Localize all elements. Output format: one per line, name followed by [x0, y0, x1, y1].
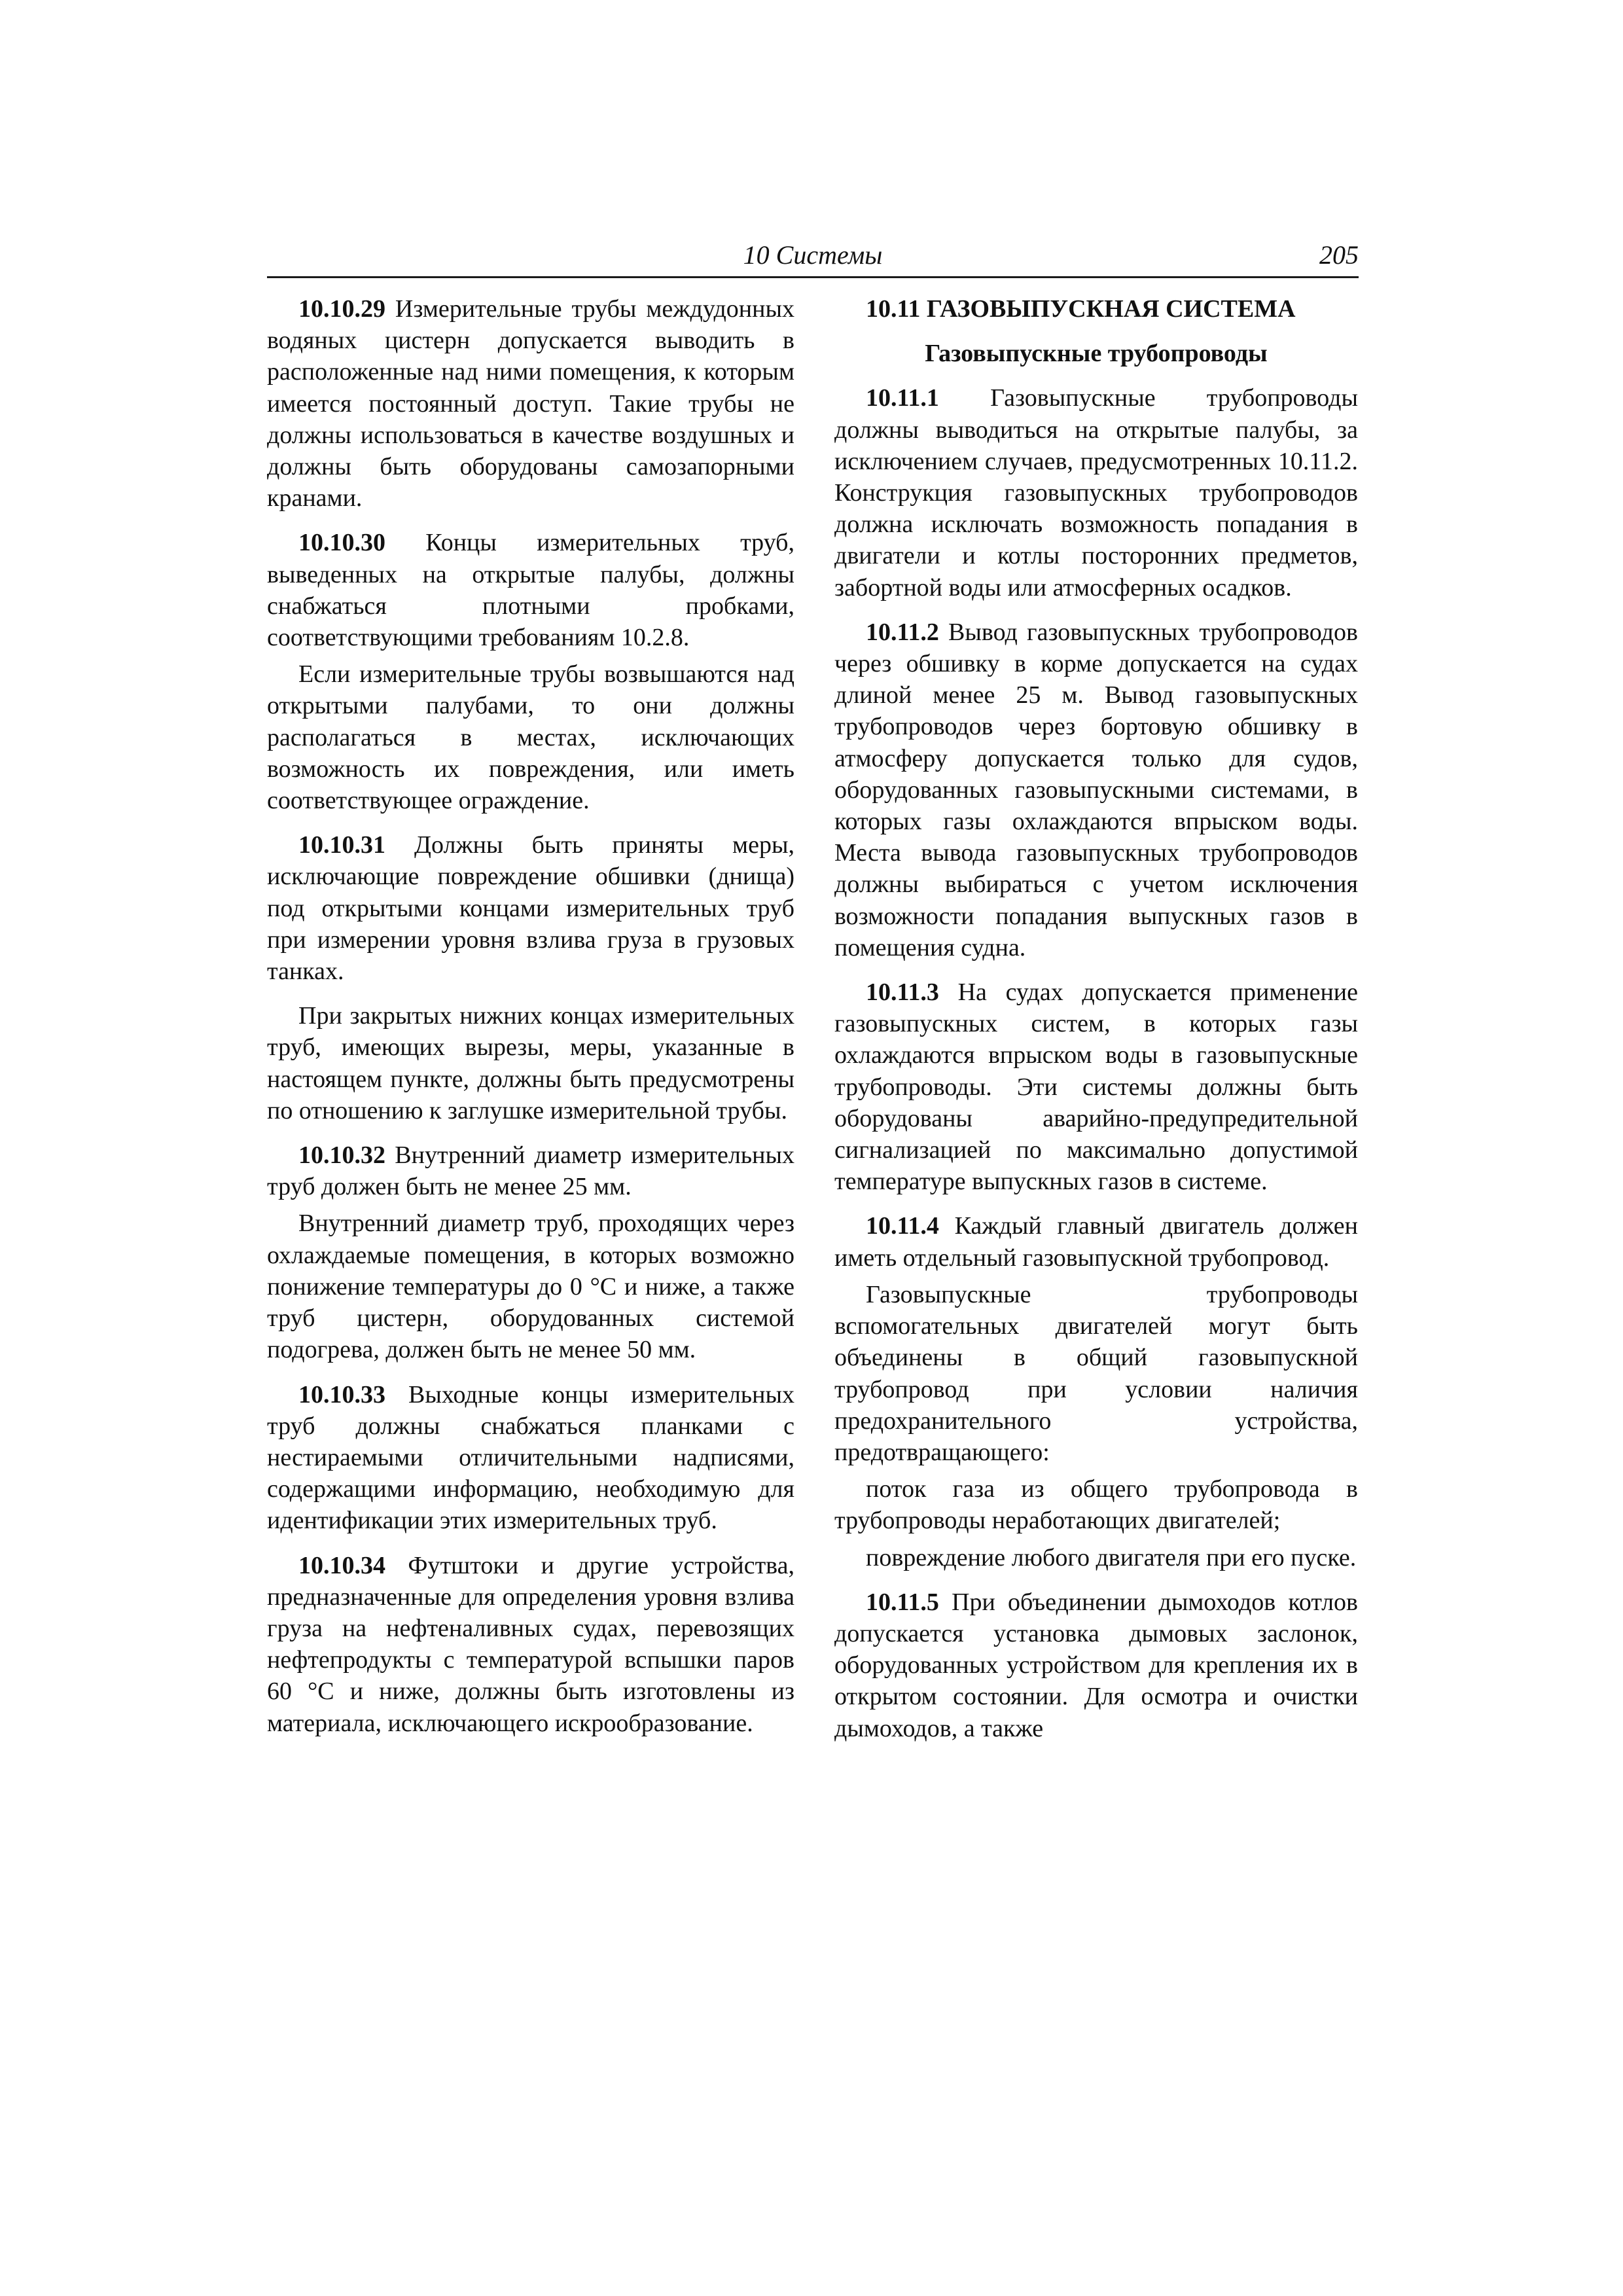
paragraph-10-10-30 — [267, 527, 794, 653]
clause-number: 10.11.1 — [866, 384, 939, 412]
paragraph-text: Должны быть приняты меры, исключающие повреждение обшивки (днища) под открытыми концами измерительных труб при измерении уровня взлива груза в грузовых танках. — [267, 831, 794, 986]
page-header — [267, 237, 1359, 278]
clause-number: 10.11.5 — [866, 1588, 939, 1616]
paragraph-text: При объединении дымоходов котлов допускается установка дымовых заслонок, оборудованных устройством для крепления их в открытом состоянии. Для осмотра и очистки дымоходов, а также — [834, 1588, 1358, 1742]
left-column — [267, 293, 794, 1752]
clause-number: 10.10.33 — [298, 1380, 385, 1408]
paragraph-text: Измерительные трубы междудонных водяных цистерн допускается выводить в расположенные над ними помещения, к которым имеется постоянный доступ. Такие трубы не должны использоваться в качестве воздушных и должны быть оборудованы самозапорными кранами. — [267, 295, 794, 512]
paragraph-text: Внутренний диаметр измерительных труб должен быть не менее 25 мм. — [267, 1141, 794, 1201]
paragraph-10-10-29 — [267, 293, 794, 514]
paragraph-text: При закрытых нижних концах измерительных труб, имеющих вырезы, меры, указанные в настоящем пункте, должны быть предусмотрены по отношению к заглушке измерительной трубы. — [267, 1002, 794, 1124]
paragraph-10-11-3 — [834, 977, 1358, 1197]
clause-number: 10.11.2 — [866, 618, 939, 646]
paragraph-10-11-2 — [834, 617, 1358, 963]
paragraph-10-10-33 — [267, 1379, 794, 1537]
paragraph-text: Внутренний диаметр труб, проходящих через охлаждаемые помещения, в которых возможно понижение температуры до 0 °С и ниже, а также труб цистерн, оборудованных системой подогрева, должен быть не менее 50 мм. — [267, 1210, 794, 1364]
paragraph-text: Вывод газовыпускных трубопроводов через обшивку в корме допускается на судах длиной менее 25 м. Вывод газовыпускных трубопроводов через бортовую обшивку в атмосферу допускается только для судов, оборудованных газовыпускными системами, в которых газы охлаждаются впрыском воды. Места вывода газовыпускных трубопроводов должны выбираться с учетом исключения возможности попадания выпускных газов в помещения судна. — [834, 618, 1358, 961]
list-item: повреждение любого двигателя при его пуске. — [866, 1543, 1357, 1571]
clause-number: 10.11.4 — [866, 1212, 939, 1240]
paragraph-10-10-34 — [267, 1550, 794, 1739]
paragraph-text: На судах допускается применение газовыпускных систем, в которых газы охлаждаются впрыском воды в газовыпускные трубопроводы. Эти системы должны быть оборудованы аварийно-предупредительной сигнализацией по максимально допустимой температуре выпускных газов в системе. — [834, 978, 1358, 1196]
clause-number: 10.10.31 — [298, 831, 385, 859]
paragraph-10-11-4 — [834, 1210, 1358, 1273]
list-item: поток газа из общего трубопровода в трубопроводы неработающих двигателей; — [834, 1475, 1358, 1535]
paragraph-text: Если измерительные трубы возвышаются над открытыми палубами, то они должны располагаться в местах, исключающих возможность их повреждения, или иметь соответствующее ограждение. — [267, 660, 794, 815]
clause-number: 10.10.30 — [298, 529, 385, 557]
running-head-title: 10 Системы — [743, 240, 883, 270]
right-column — [834, 293, 1358, 1757]
clause-number: 10.11.3 — [866, 978, 939, 1007]
paragraph-text: Футштоки и другие устройства, предназначенные для определения уровня взлива груза на нефтеналивных судах, перевозящих нефтепродукты с температурой вспышки паров 60 °С и ниже, должны быть изготовлены из материала, исключающего искрообразование. — [267, 1551, 794, 1737]
paragraph-10-10-32 — [267, 1139, 794, 1202]
paragraph-text: Каждый главный двигатель должен иметь отдельный газовыпускной трубопровод. — [834, 1212, 1358, 1272]
paragraph-text: Выходные концы измерительных труб должны снабжаться планками с нестираемыми отличительными надписями, содержащими информацию, необходимую для идентификации этих измерительных труб. — [267, 1380, 794, 1535]
paragraph-text: Газовыпускные трубопроводы должны выводиться на открытые палубы, за исключением случаев, предусмотренных 10.11.2. Конструкция газовыпускных трубопроводов должна исключать возможность попадания в двигатели и котлы посторонних предметов, забортной воды или атмосферных осадков. — [834, 384, 1358, 601]
paragraph-10-10-31 — [267, 829, 794, 987]
paragraph-text: Концы измерительных труб, выведенных на открытые палубы, должны снабжаться плотными пробками, соответствующими требованиям 10.2.8. — [267, 529, 794, 652]
clause-number: 10.10.34 — [298, 1551, 385, 1579]
paragraph-text: Газовыпускные трубопроводы вспомогательных двигателей могут быть объединены в общий газовыпускной трубопровод при условии наличия предохранительного устройства, предотвращающего: — [834, 1280, 1358, 1466]
section-heading: 10.11 ГАЗОВЫПУСКНАЯ СИСТЕМА — [866, 295, 1296, 323]
clause-number: 10.10.32 — [298, 1141, 385, 1170]
paragraph-10-11-5 — [834, 1587, 1358, 1744]
page-number: 205 — [1319, 240, 1359, 270]
clause-number: 10.10.29 — [298, 295, 385, 323]
paragraph-10-11-1 — [834, 382, 1358, 603]
subsection-heading: Газовыпускные трубопроводы — [925, 340, 1268, 368]
